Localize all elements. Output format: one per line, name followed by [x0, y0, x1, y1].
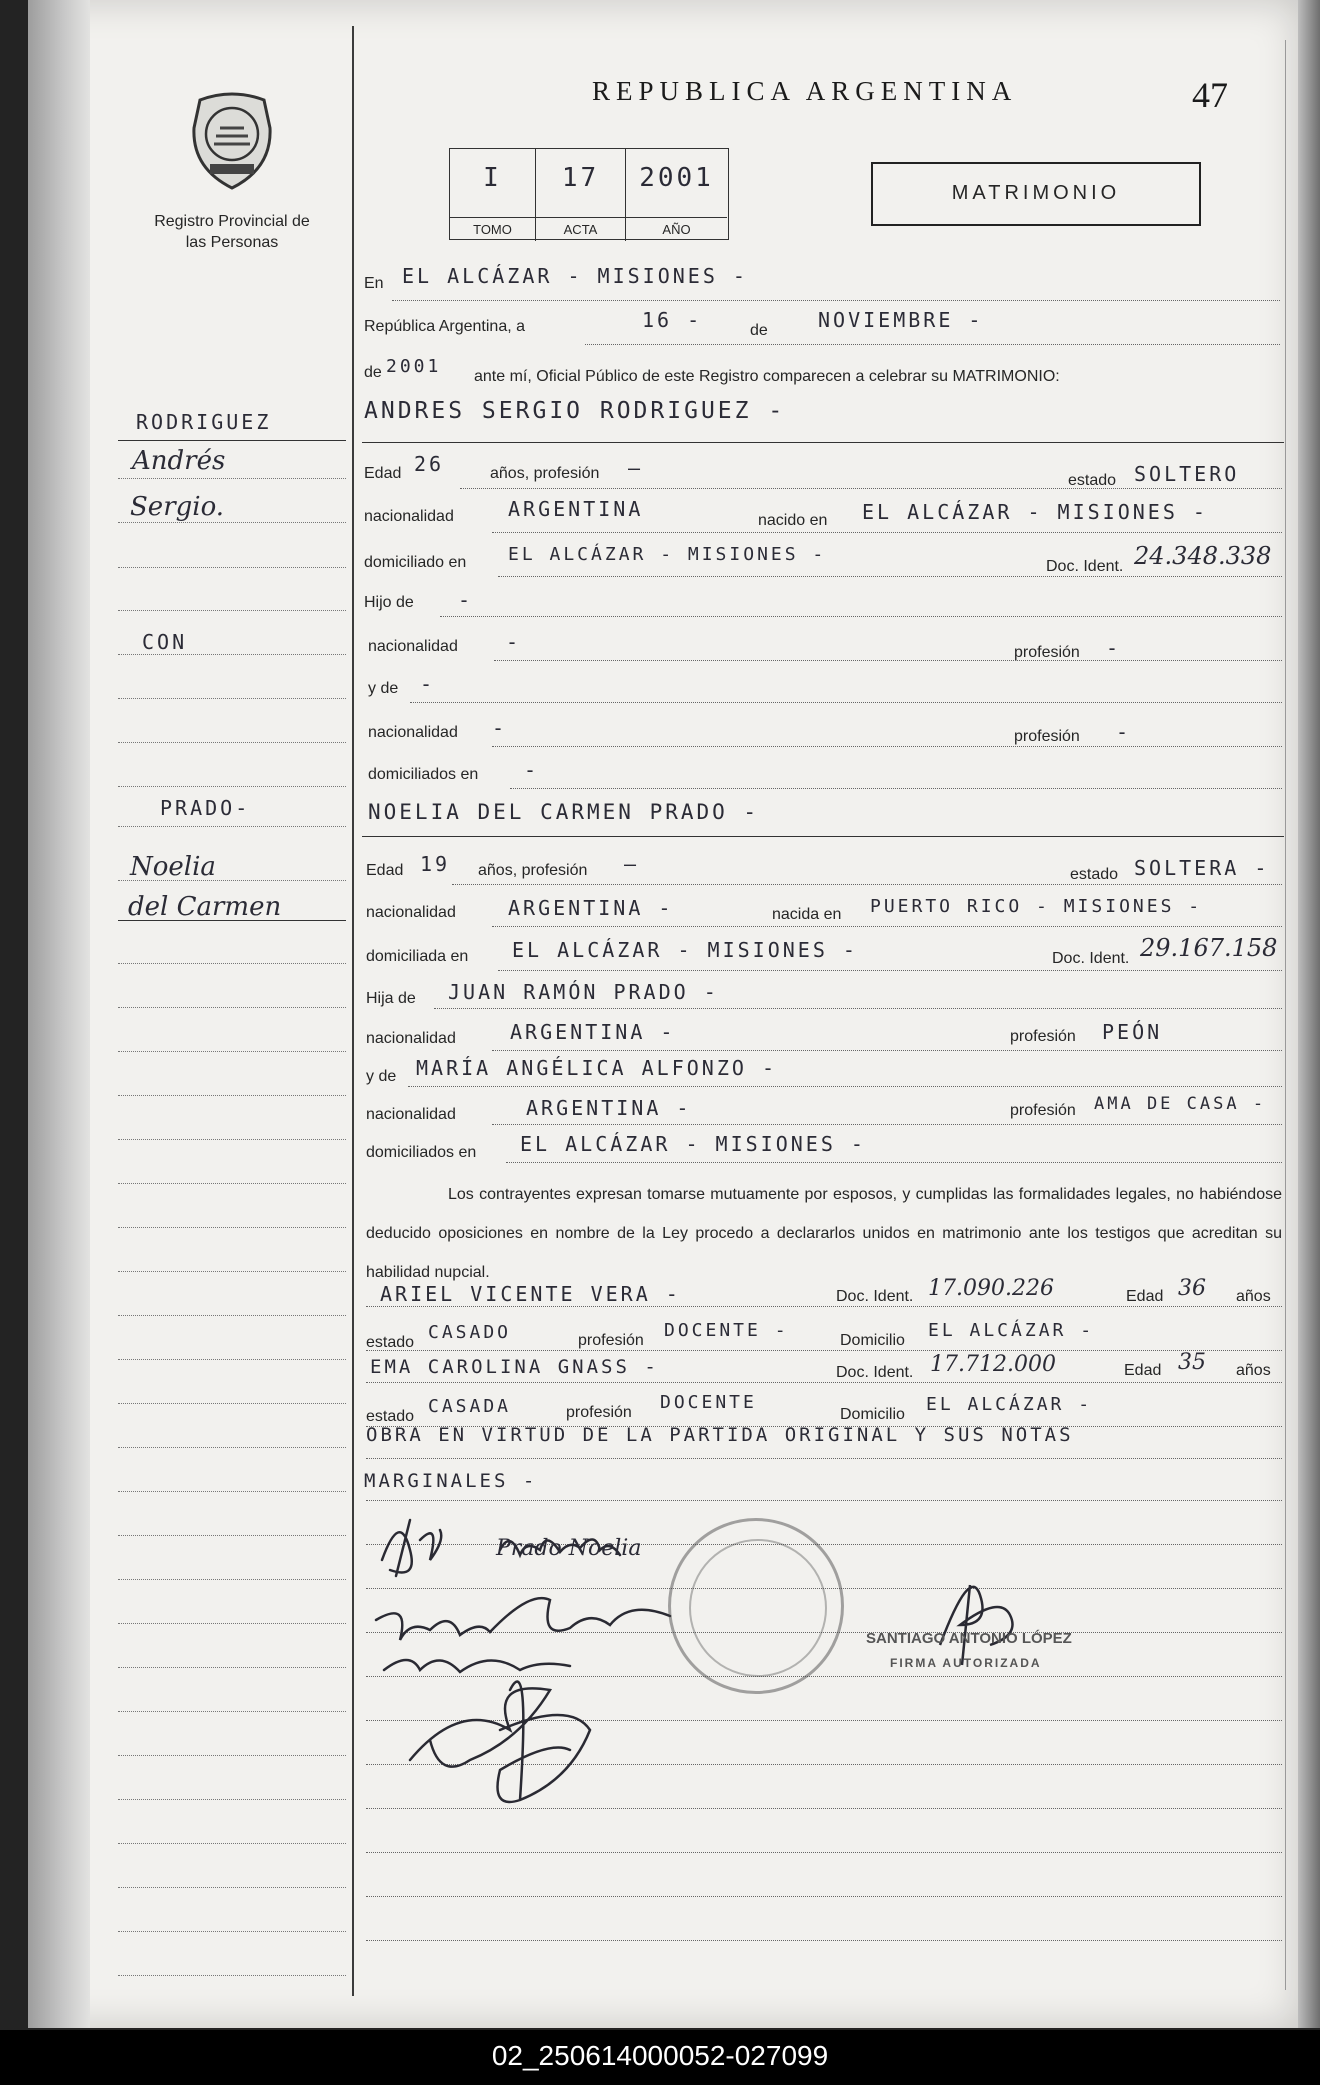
- bride-father-profession: PEÓN: [1102, 1020, 1163, 1044]
- acta-cell: [536, 149, 626, 241]
- official-role: FIRMA AUTORIZADA: [890, 1656, 1042, 1670]
- label-father-nationality: nacionalidad: [368, 638, 458, 655]
- label-estado-bride: estado: [1070, 866, 1119, 883]
- bride-mother-nationality: ARGENTINA -: [526, 1096, 692, 1120]
- day-value: 16 -: [642, 308, 703, 332]
- label-anos-w2: años: [1236, 1362, 1271, 1379]
- label-doc-w1: Doc. Ident.: [836, 1288, 914, 1305]
- declaration-text: Los contrayentes expresan tomarse mutuamente por esposos, y cumplidas las formalidades legales, no habiéndose deducido oposiciones en nombre de la Ley procedo a declararlos unidos en matrimonio ante los testigos que acreditan su habilidad nupcial.: [366, 1186, 1282, 1281]
- groom-mother: -: [420, 672, 436, 696]
- label-hijo-de: Hijo de: [364, 594, 414, 611]
- acta-value: 17: [561, 163, 600, 193]
- label-bride-mother-nationality: nacionalidad: [366, 1106, 456, 1123]
- book-spine: [28, 0, 90, 2028]
- year-value: 2001: [386, 356, 442, 377]
- anio-cell: [626, 149, 727, 241]
- groom-father-nationality: -: [506, 630, 522, 654]
- margin-given-2b: del Carmen: [128, 892, 282, 922]
- witness-1-address: EL ALCÁZAR -: [928, 1320, 1095, 1341]
- witness-2-doc: 17.712.000: [930, 1352, 1056, 1377]
- witness-2-profession: DOCENTE: [660, 1392, 757, 1413]
- bride-age: 19: [420, 852, 451, 876]
- groom-mother-profession: -: [1116, 720, 1132, 744]
- tomo-value: I: [483, 163, 502, 193]
- margin-connector: CON: [142, 630, 188, 654]
- witness-1-status: CASADO: [428, 1322, 512, 1343]
- label-y-de: y de: [368, 680, 399, 697]
- label-nacionalidad: nacionalidad: [364, 508, 454, 525]
- label-doc: Doc. Ident.: [1046, 558, 1124, 575]
- label-edad: Edad: [364, 465, 402, 482]
- label-bride-father-profession: profesión: [1010, 1028, 1076, 1045]
- margin-surname-1: RODRIGUEZ: [136, 410, 272, 434]
- month-value: NOVIEMBRE -: [818, 308, 984, 332]
- tomo-cell: [450, 149, 536, 241]
- label-bride-father-nationality: nacionalidad: [366, 1030, 456, 1047]
- anio-value: 2001: [639, 163, 714, 193]
- right-margin-line: [1285, 40, 1286, 1990]
- intro-statement: ante mí, Oficial Público de este Registro comparecen a celebrar su MATRIMONIO:: [474, 368, 1060, 385]
- groom-parents-address: -: [524, 758, 540, 782]
- label-de: de: [750, 322, 768, 339]
- bride-status: SOLTERA -: [1134, 856, 1270, 880]
- image-caption: 02_250614000052-027099: [491, 2040, 829, 2071]
- groom-mother-nationality: -: [492, 716, 508, 740]
- label-bride-mother-profession: profesión: [1010, 1102, 1076, 1119]
- label-nacionalidad-bride: nacionalidad: [366, 904, 456, 921]
- label-hija-de: Hija de: [366, 990, 416, 1007]
- label-en: En: [364, 275, 384, 292]
- margin-given-2a: Noelia: [130, 852, 216, 882]
- groom-doc: 24.348.338: [1134, 542, 1272, 570]
- label-domiciliados: domiciliados en: [368, 766, 479, 783]
- label-profesion-w1: profesión: [578, 1332, 644, 1349]
- country-title: REPUBLICA ARGENTINA: [592, 76, 1018, 106]
- page-number: 47: [1192, 75, 1228, 115]
- acta-label: ACTA: [536, 217, 625, 241]
- label-bride-parents-domicile: domiciliados en: [366, 1144, 477, 1161]
- label-profesion-w2: profesión: [566, 1404, 632, 1421]
- label-profesion-bride: años, profesión: [478, 862, 588, 879]
- groom-nationality: ARGENTINA: [508, 497, 644, 521]
- label-domiciliado: domiciliado en: [364, 554, 467, 571]
- witness-2-status: CASADA: [428, 1396, 512, 1417]
- label-nacida: nacida en: [772, 906, 842, 923]
- bride-signature: Prado Noelia: [496, 1536, 642, 1561]
- groom-age: 26: [414, 452, 445, 476]
- page-edge: [1298, 0, 1320, 2028]
- bride-father: JUAN RAMÓN PRADO -: [448, 980, 719, 1004]
- label-estado-w1: estado: [366, 1334, 415, 1351]
- margin-given-1b: Sergio.: [130, 492, 225, 522]
- witness-1-doc: 17.090.226: [928, 1276, 1054, 1301]
- label-y-de-bride: y de: [366, 1068, 397, 1085]
- margin-surname-2: PRADO-: [160, 796, 251, 820]
- groom-father-profession: -: [1106, 636, 1122, 660]
- official-name: SANTIAGO ANTONIO LÓPEZ: [866, 1630, 1072, 1647]
- groom-profession: —: [628, 456, 644, 480]
- label-edad-w2: Edad: [1124, 1362, 1162, 1379]
- witness-1-profession: DOCENTE -: [664, 1320, 789, 1341]
- label-doc-w2: Doc. Ident.: [836, 1364, 914, 1381]
- witness-1-name: ARIEL VICENTE VERA -: [380, 1282, 681, 1306]
- bride-profession: —: [624, 852, 640, 876]
- label-domiciliada: domiciliada en: [366, 948, 469, 965]
- notes-line-2: MARGINALES -: [364, 1470, 538, 1492]
- label-father-profession: profesión: [1014, 644, 1080, 661]
- witness-2-age: 35: [1178, 1350, 1206, 1375]
- notes-line-1: OBRA EN VIRTUD DE LA PARTIDA ORIGINAL Y SUS NOTAS: [366, 1424, 1074, 1446]
- label-edad-w1: Edad: [1126, 1288, 1164, 1305]
- column-divider: [352, 26, 354, 1996]
- label-profesion: años, profesión: [490, 465, 600, 482]
- bride-father-nationality: ARGENTINA -: [510, 1020, 676, 1044]
- provincial-seal-icon: [180, 88, 284, 192]
- image-caption-bar: [0, 2030, 1320, 2085]
- official-stamp: [668, 1518, 844, 1694]
- bride-address: EL ALCÁZAR - MISIONES -: [512, 938, 858, 962]
- label-doc-bride: Doc. Ident.: [1052, 950, 1130, 967]
- groom-address: EL ALCÁZAR - MISIONES -: [508, 544, 827, 565]
- bride-nationality: ARGENTINA -: [508, 896, 674, 920]
- groom-status: SOLTERO: [1134, 462, 1240, 486]
- label-estado: estado: [1068, 472, 1117, 489]
- place-value: EL ALCÁZAR - MISIONES -: [402, 264, 748, 288]
- witness-1-age: 36: [1178, 1276, 1206, 1301]
- registry-name: Registro Provincial de las Personas: [154, 213, 310, 251]
- document-type: MATRIMONIO: [871, 162, 1201, 226]
- groom-full-name: ANDRES SERGIO RODRIGUEZ -: [364, 398, 786, 424]
- label-domicilio-w1: Domicilio: [840, 1332, 905, 1349]
- tomo-label: TOMO: [450, 217, 535, 241]
- label-mother-profession: profesión: [1014, 728, 1080, 745]
- anio-label: AÑO: [626, 217, 727, 241]
- label-estado-w2: estado: [366, 1408, 415, 1425]
- label-republica: República Argentina, a: [364, 318, 525, 335]
- label-anos-w1: años: [1236, 1288, 1271, 1305]
- label-domicilio-w2: Domicilio: [840, 1406, 905, 1423]
- witness-2-name: EMA CAROLINA GNASS -: [370, 1356, 659, 1378]
- label-edad-bride: Edad: [366, 862, 404, 879]
- witness-2-address: EL ALCÁZAR -: [926, 1394, 1093, 1415]
- bride-full-name: NOELIA DEL CARMEN PRADO -: [368, 800, 760, 824]
- label-de-year: de: [364, 364, 382, 381]
- groom-birthplace: EL ALCÁZAR - MISIONES -: [862, 500, 1208, 524]
- bride-doc: 29.167.158: [1140, 934, 1278, 962]
- bride-birthplace: PUERTO RICO - MISIONES -: [870, 896, 1203, 917]
- margin-given-1a: Andrés: [132, 446, 226, 476]
- label-nacido: nacido en: [758, 512, 828, 529]
- label-mother-nationality: nacionalidad: [368, 724, 458, 741]
- bride-parents-address: EL ALCÁZAR - MISIONES -: [520, 1132, 866, 1156]
- bride-mother: MARÍA ANGÉLICA ALFONZO -: [416, 1056, 777, 1080]
- groom-father: -: [458, 588, 474, 612]
- bride-mother-profession: AMA DE CASA -: [1094, 1094, 1267, 1114]
- acta-reference-box: [449, 148, 729, 240]
